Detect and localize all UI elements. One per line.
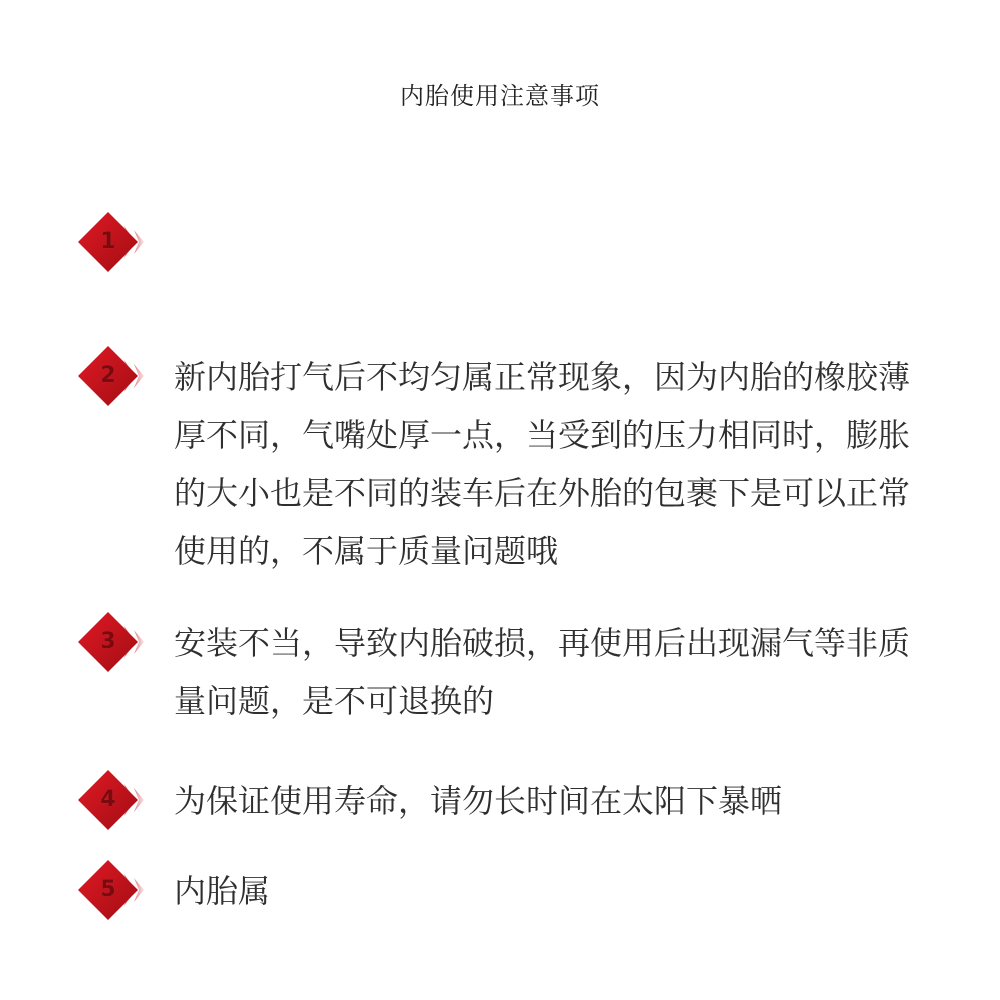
diamond-arrow-icon: [78, 612, 156, 672]
item-number: 5: [100, 877, 116, 902]
item-text: 安装不当，导致内胎破损，再使用后出现漏气等非质 量问题，是不可退换的: [174, 624, 911, 720]
item-number: 3: [100, 629, 116, 654]
item-text: 新内胎打气后不均匀属正常现象，因为内胎的橡胶薄 厚不同，气嘴处厚一点，当受到的压力相同时，膨胀 的大小也是不同的装车后在外胎的包裹下是可以正常 使用的，不属于质量问题哦: [174, 358, 911, 570]
diamond-arrow-icon: [78, 860, 156, 920]
item-text: 内胎属: [174, 872, 271, 910]
page-title: 内胎使用注意事项: [400, 82, 600, 110]
item-number: 2: [100, 363, 116, 388]
diamond-arrow-icon: [78, 770, 156, 830]
item-number: 4: [100, 787, 116, 812]
diamond-arrow-icon: [78, 346, 156, 406]
item-number: 1: [100, 229, 116, 254]
diamond-arrow-icon: [78, 212, 156, 272]
item-text: 为保证使用寿命，请勿长时间在太阳下暴晒: [174, 782, 783, 820]
